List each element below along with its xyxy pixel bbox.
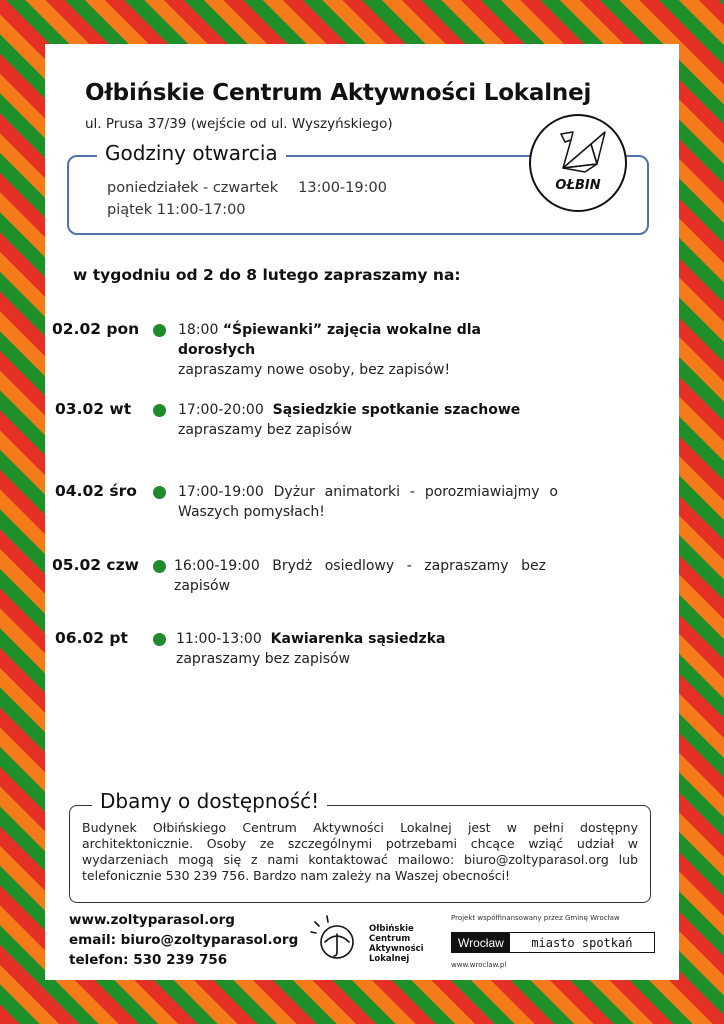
accessibility-box	[69, 789, 651, 903]
org-line: Centrum	[369, 934, 411, 944]
event-date: 02.02 pon	[52, 320, 140, 338]
hours-line-friday: piątek 11:00-17:00	[107, 202, 246, 218]
event-date: 04.02 śro	[55, 482, 137, 500]
event-row	[45, 320, 679, 380]
event-time: 18:00	[178, 322, 219, 338]
event-row	[45, 482, 679, 542]
event-description: 17:00-19:00 Dyżur animatorki - porozmiawiajmy o Waszych pomysłach!	[178, 484, 558, 520]
hours-days: poniedziałek - czwartek	[107, 180, 279, 196]
event-title: Sąsiedzkie spotkanie szachowe	[272, 402, 521, 418]
week-heading: w tygodniu od 2 do 8 lutego zapraszamy na:	[73, 266, 461, 284]
bullet-dot-icon	[153, 486, 166, 499]
wroclaw-logo-slogan: miasto spotkań	[531, 935, 633, 950]
event-note: zapraszamy bez zapisów	[176, 651, 351, 667]
event-date: 06.02 pt	[55, 629, 128, 647]
swan-icon	[531, 120, 625, 180]
event-row	[45, 556, 679, 616]
org-line: Aktywności	[369, 944, 424, 954]
event-title: “Śpiewanki” zajęcia wokalne dla dorosłych	[178, 322, 481, 358]
event-description	[176, 629, 556, 669]
bullet-dot-icon	[153, 404, 166, 417]
event-note: zapraszamy bez zapisów	[178, 422, 353, 438]
contact-info	[69, 910, 298, 970]
umbrella-icon	[307, 914, 367, 964]
wroclaw-logo	[451, 932, 655, 953]
bullet-dot-icon	[153, 633, 166, 646]
website-link[interactable]: www.zoltyparasol.org	[69, 912, 235, 928]
event-note: zapraszamy nowe osoby, bez zapisów!	[178, 362, 451, 378]
phone-text: telefon: 530 239 756	[69, 952, 228, 968]
event-description	[178, 400, 558, 440]
event-title: Kawiarenka sąsiedzka	[270, 631, 446, 647]
footer-org-name	[369, 924, 424, 964]
olbin-logo	[529, 114, 627, 212]
address: ul. Prusa 37/39 (wejście od ul. Wyszyńskiego)	[85, 116, 393, 132]
org-line: Ołbińskie	[369, 924, 414, 934]
event-description	[178, 320, 558, 380]
accessibility-text: Budynek Ołbińskiego Centrum Aktywności Lokalnej jest w pełni dostępny architektonicznie. Osoby ze szczególnymi potrzebami chcące wziąć udział w wydarzeniach mogą się z nami kontaktować mailowo: biuro@zoltyparasol.org lub telefonicznie 530 239 756. Bardzo nam zależy na Waszej obecności!	[82, 820, 638, 883]
event-description: 16:00-19:00 Brydż osiedlowy - zapraszamy bez zapisów	[174, 558, 546, 594]
funding-note: Projekt współfinansowany przez Gminę Wrocław	[451, 914, 620, 922]
email-link[interactable]: email: biuro@zoltyparasol.org	[69, 932, 299, 948]
opening-hours-title: Godziny otwarcia	[97, 141, 286, 165]
logo-text: OŁBIN	[555, 178, 601, 193]
accessibility-title: Dbamy o dostępność!	[92, 789, 327, 813]
event-row	[45, 400, 679, 460]
hours-time: 13:00-19:00	[298, 180, 387, 196]
event-time: 11:00-13:00	[176, 631, 262, 647]
hours-line-weekdays	[107, 180, 387, 196]
event-date: 03.02 wt	[55, 400, 132, 418]
poster-title: Ołbińskie Centrum Aktywności Lokalnej	[85, 80, 592, 106]
event-date: 05.02 czw	[52, 556, 139, 574]
bullet-dot-icon	[153, 324, 166, 337]
wroclaw-logo-name: Wrocław	[452, 933, 510, 952]
event-row	[45, 629, 679, 689]
bullet-dot-icon	[153, 560, 166, 573]
poster-sheet	[45, 44, 679, 980]
org-line: Lokalnej	[369, 954, 410, 964]
event-time: 17:00-20:00	[178, 402, 264, 418]
wroclaw-url[interactable]: www.wroclaw.pl	[451, 961, 507, 969]
